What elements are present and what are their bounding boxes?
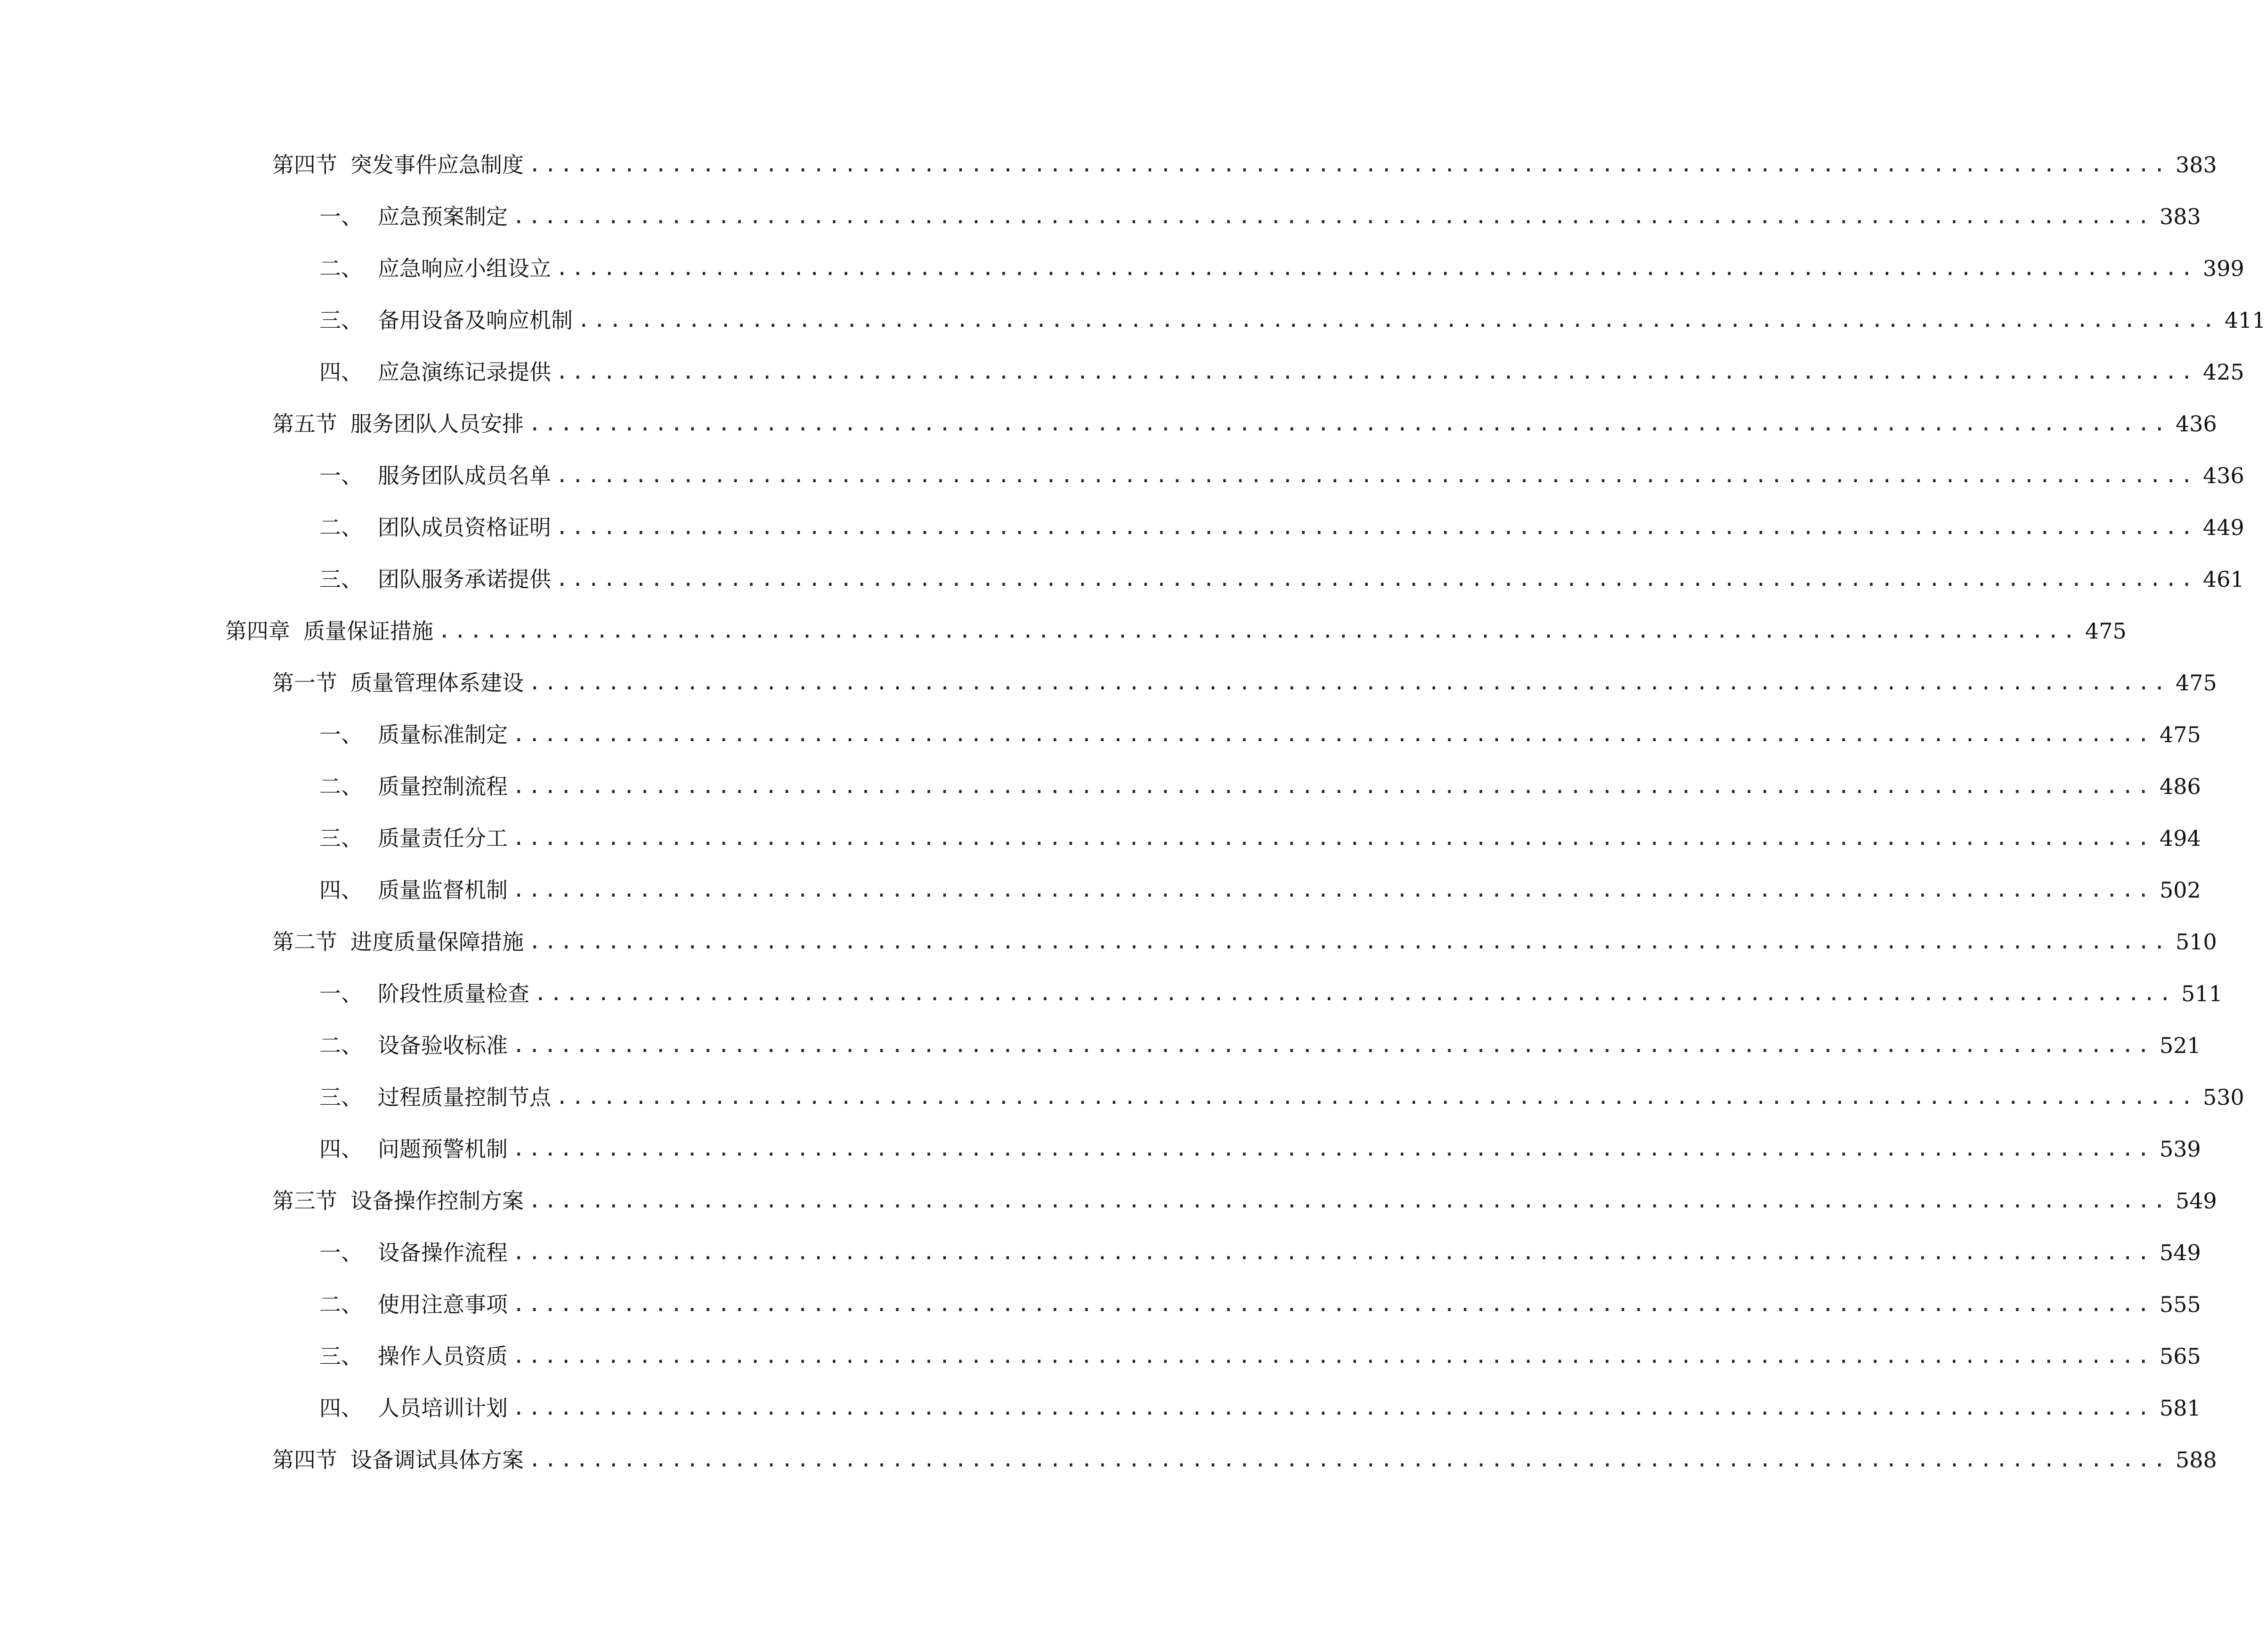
toc-entry-title: 质量监督机制 <box>378 877 508 903</box>
toc-entry-number: 四、 <box>319 359 363 385</box>
toc-entry-page: 549 <box>2175 1188 2217 1214</box>
dot-leader: ........................................................................................................ <box>528 1189 2169 1213</box>
dot-leader: ........................................................................................................ <box>512 1292 2153 1316</box>
toc-entry-title: 团队服务承诺提供 <box>378 567 551 592</box>
toc-entry-number: 第三节 <box>272 1188 337 1214</box>
dot-leader: ........................................................................................................ <box>512 878 2153 902</box>
toc-entry-number: 三、 <box>319 826 363 851</box>
toc-entry-number: 一、 <box>319 463 363 488</box>
dot-leader: ........................................................................................................ <box>512 204 2153 228</box>
toc-entry[interactable] <box>319 346 2244 398</box>
toc-entry-title: 使用注意事项 <box>378 1292 508 1317</box>
toc-entry-number: 一、 <box>319 981 363 1006</box>
toc-entry[interactable] <box>272 398 2217 450</box>
toc-entry-page: 549 <box>2159 1240 2201 1265</box>
dot-leader: ........................................................................................................ <box>512 1396 2153 1420</box>
toc-entry-title: 服务团队人员安排 <box>350 411 524 437</box>
toc-entry[interactable] <box>319 191 2201 243</box>
toc-entry-number: 二、 <box>319 1033 363 1058</box>
toc-entry[interactable] <box>319 1330 2201 1382</box>
toc-entry-page: 510 <box>2175 929 2217 955</box>
toc-entry-title: 应急响应小组设立 <box>378 256 551 281</box>
toc-entry-number: 第四节 <box>272 152 337 178</box>
toc-entry-page: 511 <box>2181 981 2223 1006</box>
dot-leader: ........................................................................................................ <box>512 1344 2153 1368</box>
dot-leader: ........................................................................................................ <box>528 1448 2169 1472</box>
toc-entry-number: 三、 <box>319 567 363 592</box>
toc-entry[interactable] <box>319 1382 2201 1434</box>
toc-entry-page: 555 <box>2159 1292 2201 1317</box>
dot-leader: ........................................................................................................ <box>556 360 2196 384</box>
toc-entry-page: 425 <box>2202 359 2244 385</box>
toc-entry-page: 475 <box>2085 618 2127 644</box>
toc-entry[interactable] <box>319 968 2223 1020</box>
dot-leader: ........................................................................................................ <box>528 671 2169 695</box>
toc-entry-number: 一、 <box>319 1240 363 1265</box>
toc-entry-page: 565 <box>2159 1344 2201 1369</box>
toc-entry-page: 539 <box>2159 1136 2201 1162</box>
toc-entry-title: 突发事件应急制度 <box>350 152 524 178</box>
toc-entry-page: 383 <box>2159 204 2201 229</box>
toc-entry-title: 质量控制流程 <box>378 774 508 799</box>
toc-entry-number: 三、 <box>319 308 363 333</box>
toc-entry[interactable] <box>319 709 2201 761</box>
toc-entry-title: 质量标准制定 <box>378 722 508 747</box>
toc-entry-page: 461 <box>2202 567 2244 592</box>
toc-entry-page: 486 <box>2159 774 2201 799</box>
toc-entry-page: 475 <box>2175 670 2217 696</box>
toc-entry[interactable] <box>319 502 2244 553</box>
dot-leader: ........................................................................................................ <box>528 153 2169 177</box>
toc-entry-title: 设备操作控制方案 <box>350 1188 524 1214</box>
toc-entry-title: 进度质量保障措施 <box>350 929 524 955</box>
toc-entry-title: 质量责任分工 <box>378 826 508 851</box>
toc-entry-number: 四、 <box>319 877 363 903</box>
toc-entry[interactable] <box>319 864 2201 916</box>
toc-entry[interactable] <box>319 243 2244 294</box>
dot-leader: ........................................................................................................ <box>512 774 2153 798</box>
dot-leader: ........................................................................................................ <box>512 1033 2153 1057</box>
toc-entry[interactable] <box>319 1227 2201 1279</box>
toc-entry-page: 475 <box>2159 722 2201 747</box>
toc-entry-number: 一、 <box>319 722 363 747</box>
dot-leader: ........................................................................................................ <box>438 619 2079 643</box>
toc-entry-number: 四、 <box>319 1395 363 1421</box>
dot-leader: ........................................................................................................ <box>556 256 2196 280</box>
toc-entry-title: 操作人员资质 <box>378 1344 508 1369</box>
toc-entry-title: 团队成员资格证明 <box>378 515 551 540</box>
dot-leader: ........................................................................................................ <box>556 463 2196 487</box>
toc-entry[interactable] <box>272 657 2217 709</box>
toc-entry-number: 第二节 <box>272 929 337 955</box>
toc-entry[interactable] <box>319 1279 2201 1330</box>
toc-entry-number: 二、 <box>319 515 363 540</box>
toc-entry-page: 399 <box>2202 256 2244 281</box>
toc-entry-title: 阶段性质量检查 <box>378 981 529 1006</box>
toc-entry[interactable] <box>319 450 2244 502</box>
toc-entry-page: 494 <box>2159 826 2201 851</box>
toc-entry-page: 411 <box>2224 308 2266 333</box>
toc-entry[interactable] <box>319 294 2266 346</box>
toc-entry-title: 应急演练记录提供 <box>378 359 551 385</box>
toc-entry-number: 三、 <box>319 1344 363 1369</box>
dot-leader: ........................................................................................................ <box>534 981 2175 1005</box>
dot-leader: ........................................................................................................ <box>528 412 2169 436</box>
dot-leader: ........................................................................................................ <box>512 1240 2153 1264</box>
toc-entry-title: 问题预警机制 <box>378 1136 508 1162</box>
toc-entry[interactable] <box>319 812 2201 864</box>
toc-entry-title: 过程质量控制节点 <box>378 1085 551 1110</box>
toc-entry[interactable] <box>319 553 2244 605</box>
toc-entry-number: 第五节 <box>272 411 337 437</box>
toc-entry-page: 502 <box>2159 877 2201 903</box>
toc-entry-number: 二、 <box>319 1292 363 1317</box>
toc-entry-title: 人员培训计划 <box>378 1395 508 1421</box>
toc-entry-page: 436 <box>2202 463 2244 488</box>
toc-entry[interactable] <box>272 139 2217 191</box>
dot-leader: ........................................................................................................ <box>556 1085 2196 1109</box>
dot-leader: ........................................................................................................ <box>556 567 2196 591</box>
toc-entry-title: 质量保证措施 <box>303 618 433 644</box>
toc-entry-title: 备用设备及响应机制 <box>378 308 573 333</box>
dot-leader: ........................................................................................................ <box>512 722 2153 746</box>
dot-leader: ........................................................................................................ <box>556 515 2196 539</box>
toc-entry[interactable] <box>319 1020 2201 1071</box>
dot-leader: ........................................................................................................ <box>577 308 2218 332</box>
toc-entry[interactable] <box>225 605 2127 657</box>
toc-entry-number: 一、 <box>319 204 363 229</box>
toc-entry-title: 设备验收标准 <box>378 1033 508 1058</box>
toc-entry-page: 449 <box>2202 515 2244 540</box>
toc-entry-number: 第一节 <box>272 670 337 696</box>
dot-leader: ........................................................................................................ <box>512 826 2153 850</box>
dot-leader: ........................................................................................................ <box>512 1137 2153 1161</box>
toc-entry-page: 436 <box>2175 411 2217 437</box>
dot-leader: ........................................................................................................ <box>528 930 2169 954</box>
toc-entry-number: 二、 <box>319 256 363 281</box>
toc-entry-page: 581 <box>2159 1395 2201 1421</box>
toc-entry-number: 二、 <box>319 774 363 799</box>
toc-entry[interactable] <box>319 1123 2201 1175</box>
toc-entry-title: 服务团队成员名单 <box>378 463 551 488</box>
toc-entry-number: 第四章 <box>225 618 290 644</box>
toc-entry-title: 质量管理体系建设 <box>350 670 524 696</box>
toc-entry-page: 383 <box>2175 152 2217 178</box>
toc-entry[interactable] <box>272 1175 2217 1227</box>
toc-entry-number: 三、 <box>319 1085 363 1110</box>
toc-entry-page: 521 <box>2159 1033 2201 1058</box>
toc-entry-title: 设备调试具体方案 <box>350 1447 524 1473</box>
toc-entry-page: 530 <box>2202 1085 2244 1110</box>
toc-entry-title: 应急预案制定 <box>378 204 508 229</box>
toc-entry[interactable] <box>272 1434 2217 1486</box>
toc-entry-title: 设备操作流程 <box>378 1240 508 1265</box>
toc-entry[interactable] <box>319 761 2201 812</box>
toc-entry[interactable] <box>319 1071 2244 1123</box>
toc-entry-page: 588 <box>2175 1447 2217 1473</box>
toc-entry-number: 第四节 <box>272 1447 337 1473</box>
toc-entry-number: 四、 <box>319 1136 363 1162</box>
toc-entry[interactable] <box>272 916 2217 968</box>
